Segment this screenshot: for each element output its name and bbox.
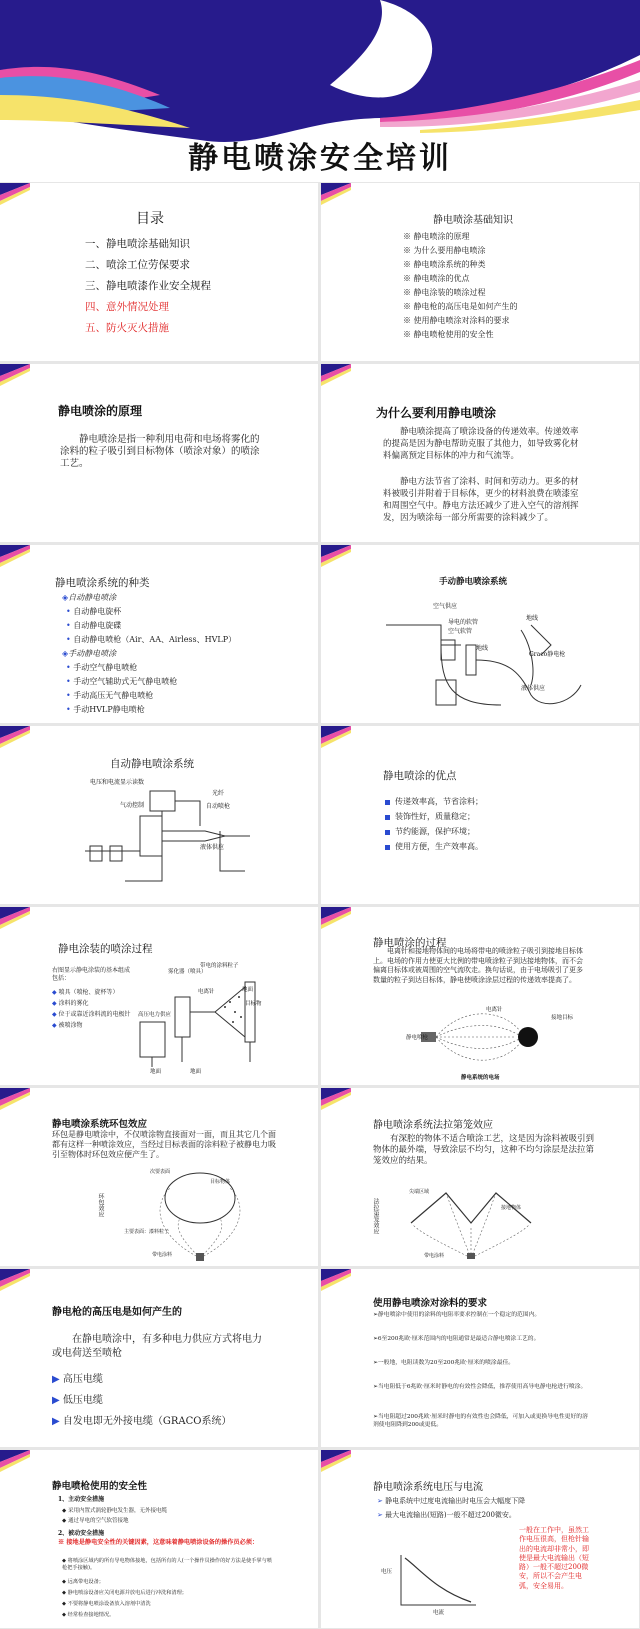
wrap-label: 次要表面 bbox=[150, 1169, 171, 1175]
corner-stripes-decoration bbox=[0, 1088, 30, 1110]
basics-item: ※ 静电喷涂系统的种类 bbox=[403, 260, 486, 269]
principle-title: 静电喷涂的原理 bbox=[58, 404, 143, 418]
advantages-item: 传递效率高，节省涂料； bbox=[385, 796, 483, 807]
manual-label: 液体供应 bbox=[521, 685, 546, 692]
corner-stripes-decoration bbox=[321, 726, 351, 748]
vi-title: 静电喷涂系统电压与电流 bbox=[373, 1482, 483, 1493]
hv-item: ▶ 低压电缆 bbox=[52, 1395, 103, 1406]
electric-field-diagram bbox=[421, 1007, 561, 1072]
basics-title: 静电喷涂基础知识 bbox=[433, 215, 513, 226]
auto-label: 电压和电流显示读数 bbox=[90, 779, 145, 786]
manual-label: 地线 bbox=[526, 615, 539, 622]
corner-stripes-decoration bbox=[321, 907, 351, 929]
auto-label: 液体供应 bbox=[200, 844, 225, 851]
advantages-item: 装饰性好，质量稳定； bbox=[385, 811, 475, 822]
cover-slide bbox=[0, 0, 640, 182]
vi-xlabel: 电流 bbox=[433, 1610, 445, 1616]
coating-label: 地面 bbox=[190, 1069, 202, 1075]
basics-item: ※ 静电喷涂的原理 bbox=[403, 232, 470, 241]
safety-item: ◆ 通过导电的空气软管接地 bbox=[62, 1518, 129, 1524]
hv-item: ▶ 高压电缆 bbox=[52, 1374, 103, 1385]
slide-auto-system bbox=[0, 726, 318, 904]
manual-title: 手动静电喷涂系统 bbox=[439, 577, 508, 587]
advantages-item: 节约能源，保护环境； bbox=[385, 826, 475, 837]
slide-types bbox=[0, 545, 318, 723]
types-item: • 手动空气辅助式无气静电喷枪 bbox=[66, 677, 178, 686]
vi-curve-graph bbox=[391, 1550, 481, 1615]
safety-section-2: 2、被动安全措施 bbox=[58, 1530, 105, 1537]
coating-label: 高压电力供应 bbox=[138, 1012, 172, 1018]
coating-item: ◆ 位于或靠近涂料流的电极针 bbox=[52, 1011, 131, 1018]
faraday-label: 带电涂料 bbox=[424, 1253, 445, 1259]
slide-why bbox=[321, 364, 639, 542]
basics-item: ※ 使用静电喷涂对涂料的要求 bbox=[403, 316, 510, 325]
safety-item: ◆ 经常检查接地情况。 bbox=[62, 1612, 115, 1618]
manual-label: Graco静电枪 bbox=[529, 651, 566, 658]
basics-item: ※ 为什么要用静电喷涂 bbox=[403, 246, 486, 255]
toc-item-2[interactable]: 二、喷涂工位劳保要求 bbox=[85, 259, 190, 271]
hv-title: 静电枪的高压电是如何产生的 bbox=[52, 1307, 182, 1318]
slide-coating-process bbox=[0, 907, 318, 1085]
faraday-text: 有深腔的物体不适合喷涂工艺，这是因为涂料被吸引到物体的最外端，导致涂层不均匀，这种不均匀涂层是法拉第笼效应的结果。 bbox=[373, 1134, 595, 1166]
process-title: 静电喷涂的过程 bbox=[373, 937, 447, 949]
coating-intro: 右图显示静电涂装的基本组成包括： bbox=[52, 967, 131, 982]
corner-stripes-decoration bbox=[321, 183, 351, 205]
safety-title: 静电喷枪使用的安全性 bbox=[52, 1481, 148, 1492]
process-label: 电离针 bbox=[486, 1007, 503, 1013]
manual-label: 地线 bbox=[476, 645, 489, 652]
hv-item: ▶ 自发电即无外接电缆（GRACO系统） bbox=[52, 1416, 232, 1427]
corner-stripes-decoration bbox=[0, 726, 30, 748]
corner-stripes-decoration bbox=[0, 1450, 30, 1472]
corner-stripes-decoration bbox=[321, 1269, 351, 1291]
req-item: ➢当电阻低于6兆欧·厘米时静电的有效性会降低，推荐使用高导电静电枪进行喷涂。 bbox=[373, 1384, 587, 1390]
corner-stripes-decoration bbox=[0, 183, 30, 205]
process-text: 电离针和接地物体间的电场将带电的喷涂粒子吸引到接地目标体上。电场的作用力使更大比例的带电喷涂粒子到达接地物体，而不会偏离目标体或被周围的空气流吹走。换句话说，由于电场吸引了更多数量的粒子到达目标体，静电使喷涂涂层过程的传递效率提高了。 bbox=[373, 947, 583, 984]
faraday-title: 静电喷涂系统法拉第笼效应 bbox=[373, 1120, 493, 1131]
slide-principle bbox=[0, 364, 318, 542]
slide-wrap-effect bbox=[0, 1088, 318, 1266]
coating-label: 地面 bbox=[242, 987, 254, 993]
basics-item: ※ 静电喷涂的优点 bbox=[403, 274, 470, 283]
wrap-diagram bbox=[140, 1168, 260, 1263]
req-item: ➢当电阻超过200兆欧·厘米时静电的有效性也会降低，可加入或更换导电性更好的溶剂使电阻降到200或更低。 bbox=[373, 1414, 588, 1428]
types-item: • 手动HVLP静电喷枪 bbox=[66, 705, 145, 714]
coating-item: ◆ 被喷涂物 bbox=[52, 1022, 83, 1029]
auto-system-diagram bbox=[85, 776, 255, 896]
safety-item: ◆ 静电喷涂设备应关闭电源并放电后进行冲洗和清理； bbox=[62, 1590, 187, 1596]
process-label: 接地目标 bbox=[551, 1015, 574, 1021]
wrap-label: 目标物体 bbox=[210, 1179, 231, 1185]
safety-item: ◆ 将喷涂区域内的所有导电物体接地，包括所有的人(一个操作员操作的好方法是使手掌与喷枪把手接触)。 bbox=[62, 1558, 272, 1571]
slide-paint-requirements bbox=[321, 1269, 639, 1447]
types-item: • 手动空气静电喷枪 bbox=[66, 663, 138, 672]
slide-manual-system bbox=[321, 545, 639, 723]
safety-item: ◆ 采用内置式涡轮静电发生器，无外接电缆 bbox=[62, 1508, 167, 1514]
faraday-label: 法拉第笼效应 bbox=[372, 1198, 379, 1234]
coating-title: 静电涂装的喷涂过程 bbox=[58, 943, 153, 955]
types-title: 静电喷涂系统的种类 bbox=[55, 577, 150, 589]
manual-label: 空气供应 bbox=[433, 603, 458, 610]
req-title: 使用静电喷涂对涂料的要求 bbox=[373, 1298, 488, 1309]
why-paragraph-1: 静电喷涂提高了喷涂设备的传递效率。传递效率的提高是因为静电帮助克服了其他力，如导致雾化材料偏离预定目标体的冲力和气流等。 bbox=[383, 427, 579, 461]
slide-toc bbox=[0, 183, 318, 361]
corner-stripes-decoration bbox=[0, 907, 30, 929]
req-item: ➢一般地，电阻读数为20至200兆欧·厘米的喷涂最佳。 bbox=[373, 1360, 515, 1366]
slide-basics bbox=[321, 183, 639, 361]
slide-advantages bbox=[321, 726, 639, 904]
basics-item: ※ 静电枪的高压电是如何产生的 bbox=[403, 302, 518, 311]
req-item: ➢6至200兆欧·厘米范围内的电阻通常是最适合静电喷涂工艺的。 bbox=[373, 1336, 540, 1342]
wrap-title: 静电喷涂系统环包效应 bbox=[52, 1119, 148, 1130]
wrap-text: 环包是静电喷涂中，不仅喷涂物直接面对一面，而且其它几个面都有这样一种喷涂效应，当经过目标表面的涂料粒子被静电力吸引至物体时环包效应便产生了。 bbox=[52, 1130, 276, 1159]
corner-stripes-decoration bbox=[0, 1269, 30, 1291]
basics-item: ※ 静电喷枪使用的安全性 bbox=[403, 330, 494, 339]
types-group-manual: ◈手动静电喷涂 bbox=[62, 649, 117, 658]
slide-spray-process bbox=[321, 907, 639, 1085]
auto-label: 自动喷枪 bbox=[206, 803, 231, 810]
bullet-icon bbox=[385, 830, 390, 835]
toc-item-1[interactable]: 一、静电喷涂基础知识 bbox=[85, 238, 190, 250]
vi-ylabel: 电压 bbox=[381, 1569, 393, 1575]
vi-item: ➢ 静电系统中过度电流输出时电压会大幅度下降 bbox=[377, 1497, 526, 1505]
vi-note: 一般在工作中，虽然工作电压很高，但枪针输出的电流却非常小，即使是最大电流输出（短路）一般不超过200微安，所以不会产生电弧，安全易用。 bbox=[519, 1526, 589, 1590]
safety-warning: ※ 接地是静电安全性的关键因素，这意味着静电喷涂设备的操作员必须： bbox=[58, 1539, 259, 1546]
toc-heading: 目录 bbox=[136, 211, 164, 227]
coating-label: 带电的涂料粒子 bbox=[200, 963, 239, 969]
safety-section-1: 1、主动安全措施 bbox=[58, 1496, 105, 1503]
toc-item-5[interactable]: 五、防火灭火措施 bbox=[85, 322, 169, 334]
types-item: • 自动静电喷枪（Air、AA、Airless、HVLP） bbox=[66, 635, 237, 644]
corner-stripes-decoration bbox=[321, 1450, 351, 1472]
auto-title: 自动静电喷涂系统 bbox=[110, 758, 194, 770]
bullet-icon bbox=[385, 845, 390, 850]
toc-item-4[interactable]: 四、意外情况处理 bbox=[85, 301, 169, 313]
coating-item: ◆ 喷具（喷枪、旋杯等） bbox=[52, 989, 119, 996]
corner-stripes-decoration bbox=[0, 545, 30, 567]
slide-safety bbox=[0, 1450, 318, 1628]
coating-label: 电离针 bbox=[198, 989, 215, 995]
safety-item: ◆ 远离带电设备； bbox=[62, 1579, 104, 1585]
corner-stripes-decoration bbox=[321, 545, 351, 567]
coating-item: ◆ 涂料的雾化 bbox=[52, 1000, 89, 1007]
toc-item-3[interactable]: 三、静电喷漆作业安全规程 bbox=[85, 280, 211, 292]
auto-label: 气动控制 bbox=[120, 802, 145, 809]
faraday-label: 接地物体 bbox=[501, 1205, 522, 1211]
coating-label: 地面 bbox=[150, 1069, 162, 1075]
corner-stripes-decoration bbox=[321, 364, 351, 386]
advantages-item: 使用方便，生产效率高。 bbox=[385, 841, 483, 852]
why-paragraph-2: 静电方法节省了涂料、时间和劳动力。更多的材料被吸引并附着于目标体，更少的材料浪费在喷漆室和周围空气中。静电方法还减少了进入空气的溶剂挥发，因为喷涂每一部分所需要的涂料减少了。 bbox=[383, 477, 579, 523]
safety-item: ◆ 不要将静电喷涂设备放入溶剂中清洗 bbox=[62, 1601, 151, 1607]
slide-voltage-current bbox=[321, 1450, 639, 1628]
faraday-label: 尖端区域 bbox=[409, 1189, 430, 1195]
wrap-label: 带电涂料 bbox=[152, 1252, 173, 1258]
slide-faraday bbox=[321, 1088, 639, 1266]
types-group-auto: ◈自动静电喷涂 bbox=[62, 593, 117, 602]
coating-diagram bbox=[135, 967, 275, 1072]
process-label: 静电喷枪 bbox=[406, 1035, 429, 1041]
bullet-icon bbox=[385, 800, 390, 805]
basics-item: ※ 静电涂装的喷涂过程 bbox=[403, 288, 486, 297]
wrap-label: 主要表面：漆料粒子 bbox=[124, 1229, 170, 1235]
vi-item: ➢ 最大电流输出(短路)一般不超过200微安。 bbox=[377, 1511, 516, 1519]
why-title: 为什么要利用静电喷涂 bbox=[376, 406, 497, 420]
principle-text: 静电喷涂是指一种利用电荷和电场将雾化的涂料的粒子吸引到目标物体（喷涂对象）的喷涂工艺。 bbox=[60, 434, 260, 469]
manual-label: 空气软管 bbox=[448, 628, 473, 635]
types-item: • 自动静电旋碟 bbox=[66, 621, 122, 630]
process-label: 静电系统的电场 bbox=[461, 1075, 500, 1081]
manual-label: 导电的软管 bbox=[448, 619, 479, 626]
req-item: ➢静电喷涂中使用的涂料的电阻率要求控制在一个稳定的范围内。 bbox=[373, 1312, 541, 1318]
advantages-title: 静电喷涂的优点 bbox=[383, 770, 457, 782]
coating-label: 目标物 bbox=[245, 1001, 262, 1007]
slide-high-voltage bbox=[0, 1269, 318, 1447]
corner-stripes-decoration bbox=[0, 364, 30, 386]
types-item: • 手动高压无气静电喷枪 bbox=[66, 691, 154, 700]
bullet-icon bbox=[385, 815, 390, 820]
types-item: • 自动静电旋杯 bbox=[66, 607, 122, 616]
coating-label: 雾化器（喷具） bbox=[168, 969, 207, 975]
corner-stripes-decoration bbox=[321, 1088, 351, 1110]
auto-label: 光纤 bbox=[212, 790, 225, 797]
wrap-label: 环包效应 bbox=[97, 1193, 104, 1217]
cover-title: 静电喷涂安全培训 bbox=[188, 141, 452, 176]
hv-text: 在静电喷涂中，有多种电力供应方式将电力或电荷送至喷枪 bbox=[52, 1334, 262, 1359]
